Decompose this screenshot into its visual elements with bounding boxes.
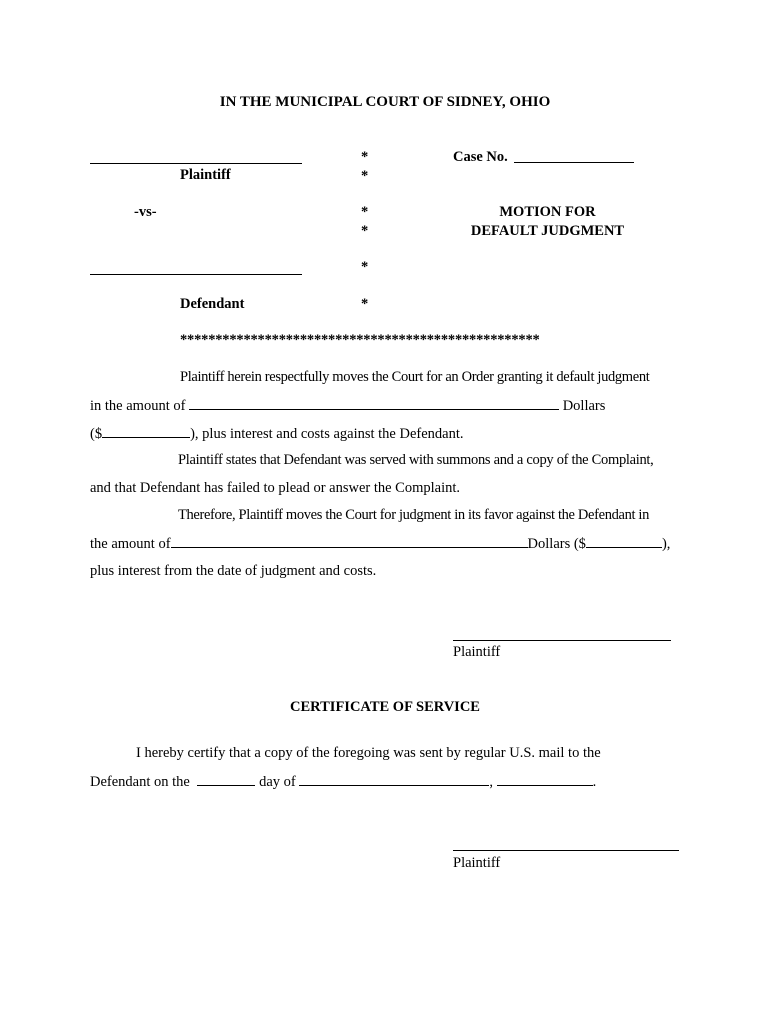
- caption-asterisk: *: [361, 223, 369, 239]
- paragraph-3-line-3: plus interest from the date of judgment and costs.: [90, 563, 377, 579]
- defendant-name-line[interactable]: [90, 274, 302, 275]
- plaintiff-name-line[interactable]: [90, 163, 302, 164]
- service-month-field[interactable]: [299, 773, 489, 786]
- star-separator: ***************************************************: [180, 332, 540, 348]
- certificate-date-prefix: Defendant on the: [90, 774, 190, 790]
- judgment-amount-mid: Dollars ($: [527, 536, 586, 552]
- caption-asterisk: *: [361, 149, 369, 165]
- case-no-label: Case No.: [453, 149, 508, 165]
- paragraph-1-line-3: [90, 425, 464, 443]
- amount-number-suffix: ), plus interest and costs against the Defendant.: [190, 426, 464, 442]
- amount-words-prefix: in the amount of: [90, 398, 186, 414]
- caption-asterisk: *: [361, 296, 369, 312]
- caption-asterisk: *: [361, 204, 369, 220]
- motion-title-line2: DEFAULT JUDGMENT: [470, 223, 625, 239]
- certificate-line-1: I hereby certify that a copy of the foregoing was sent by regular U.S. mail to the: [136, 745, 601, 761]
- plaintiff-signature-line[interactable]: [453, 640, 671, 641]
- paragraph-2-line-2: and that Defendant has failed to plead or answer the Complaint.: [90, 480, 461, 496]
- amount-number-field[interactable]: [102, 425, 190, 438]
- amount-number-prefix: ($: [90, 426, 103, 442]
- plaintiff-label: Plaintiff: [180, 167, 231, 183]
- paragraph-2-line-1: Plaintiff states that Defendant was served with summons and a copy of the Complaint,: [178, 452, 654, 468]
- vs-label: -vs-: [134, 204, 157, 220]
- motion-title-line1: MOTION FOR: [499, 204, 596, 220]
- case-no-field[interactable]: [514, 162, 634, 163]
- paragraph-1-line-2: [90, 397, 605, 415]
- amount-words-suffix: Dollars: [562, 398, 606, 414]
- judgment-amount-suffix: ),: [661, 536, 671, 552]
- paragraph-3-line-2: [90, 535, 670, 553]
- service-year-field[interactable]: [497, 773, 593, 786]
- caption-asterisk: *: [361, 168, 369, 184]
- paragraph-3-line-1: Therefore, Plaintiff moves the Court for judgment in its favor against the Defendant in: [178, 507, 650, 523]
- certificate-heading: CERTIFICATE OF SERVICE: [290, 699, 480, 715]
- judgment-amount-prefix: the amount of: [90, 536, 171, 552]
- service-day-field[interactable]: [197, 773, 255, 786]
- court-heading: IN THE MUNICIPAL COURT OF SIDNEY, OHIO: [219, 94, 551, 110]
- certificate-line-2: [90, 773, 596, 791]
- judgment-amount-number-field[interactable]: [586, 535, 662, 548]
- defendant-label: Defendant: [180, 296, 245, 312]
- certificate-day-of: day of: [259, 774, 296, 790]
- judgment-amount-words-field[interactable]: [171, 535, 528, 548]
- caption-asterisk: *: [361, 259, 369, 275]
- paragraph-1-line-1: Plaintiff herein respectfully moves the Court for an Order granting it default judgment: [180, 369, 650, 385]
- certificate-comma: ,: [489, 774, 493, 790]
- certificate-period: .: [592, 774, 597, 790]
- amount-words-field[interactable]: [189, 397, 559, 410]
- certificate-signature-label: Plaintiff: [453, 855, 501, 871]
- plaintiff-signature-label: Plaintiff: [453, 644, 501, 660]
- certificate-signature-line[interactable]: [453, 850, 679, 851]
